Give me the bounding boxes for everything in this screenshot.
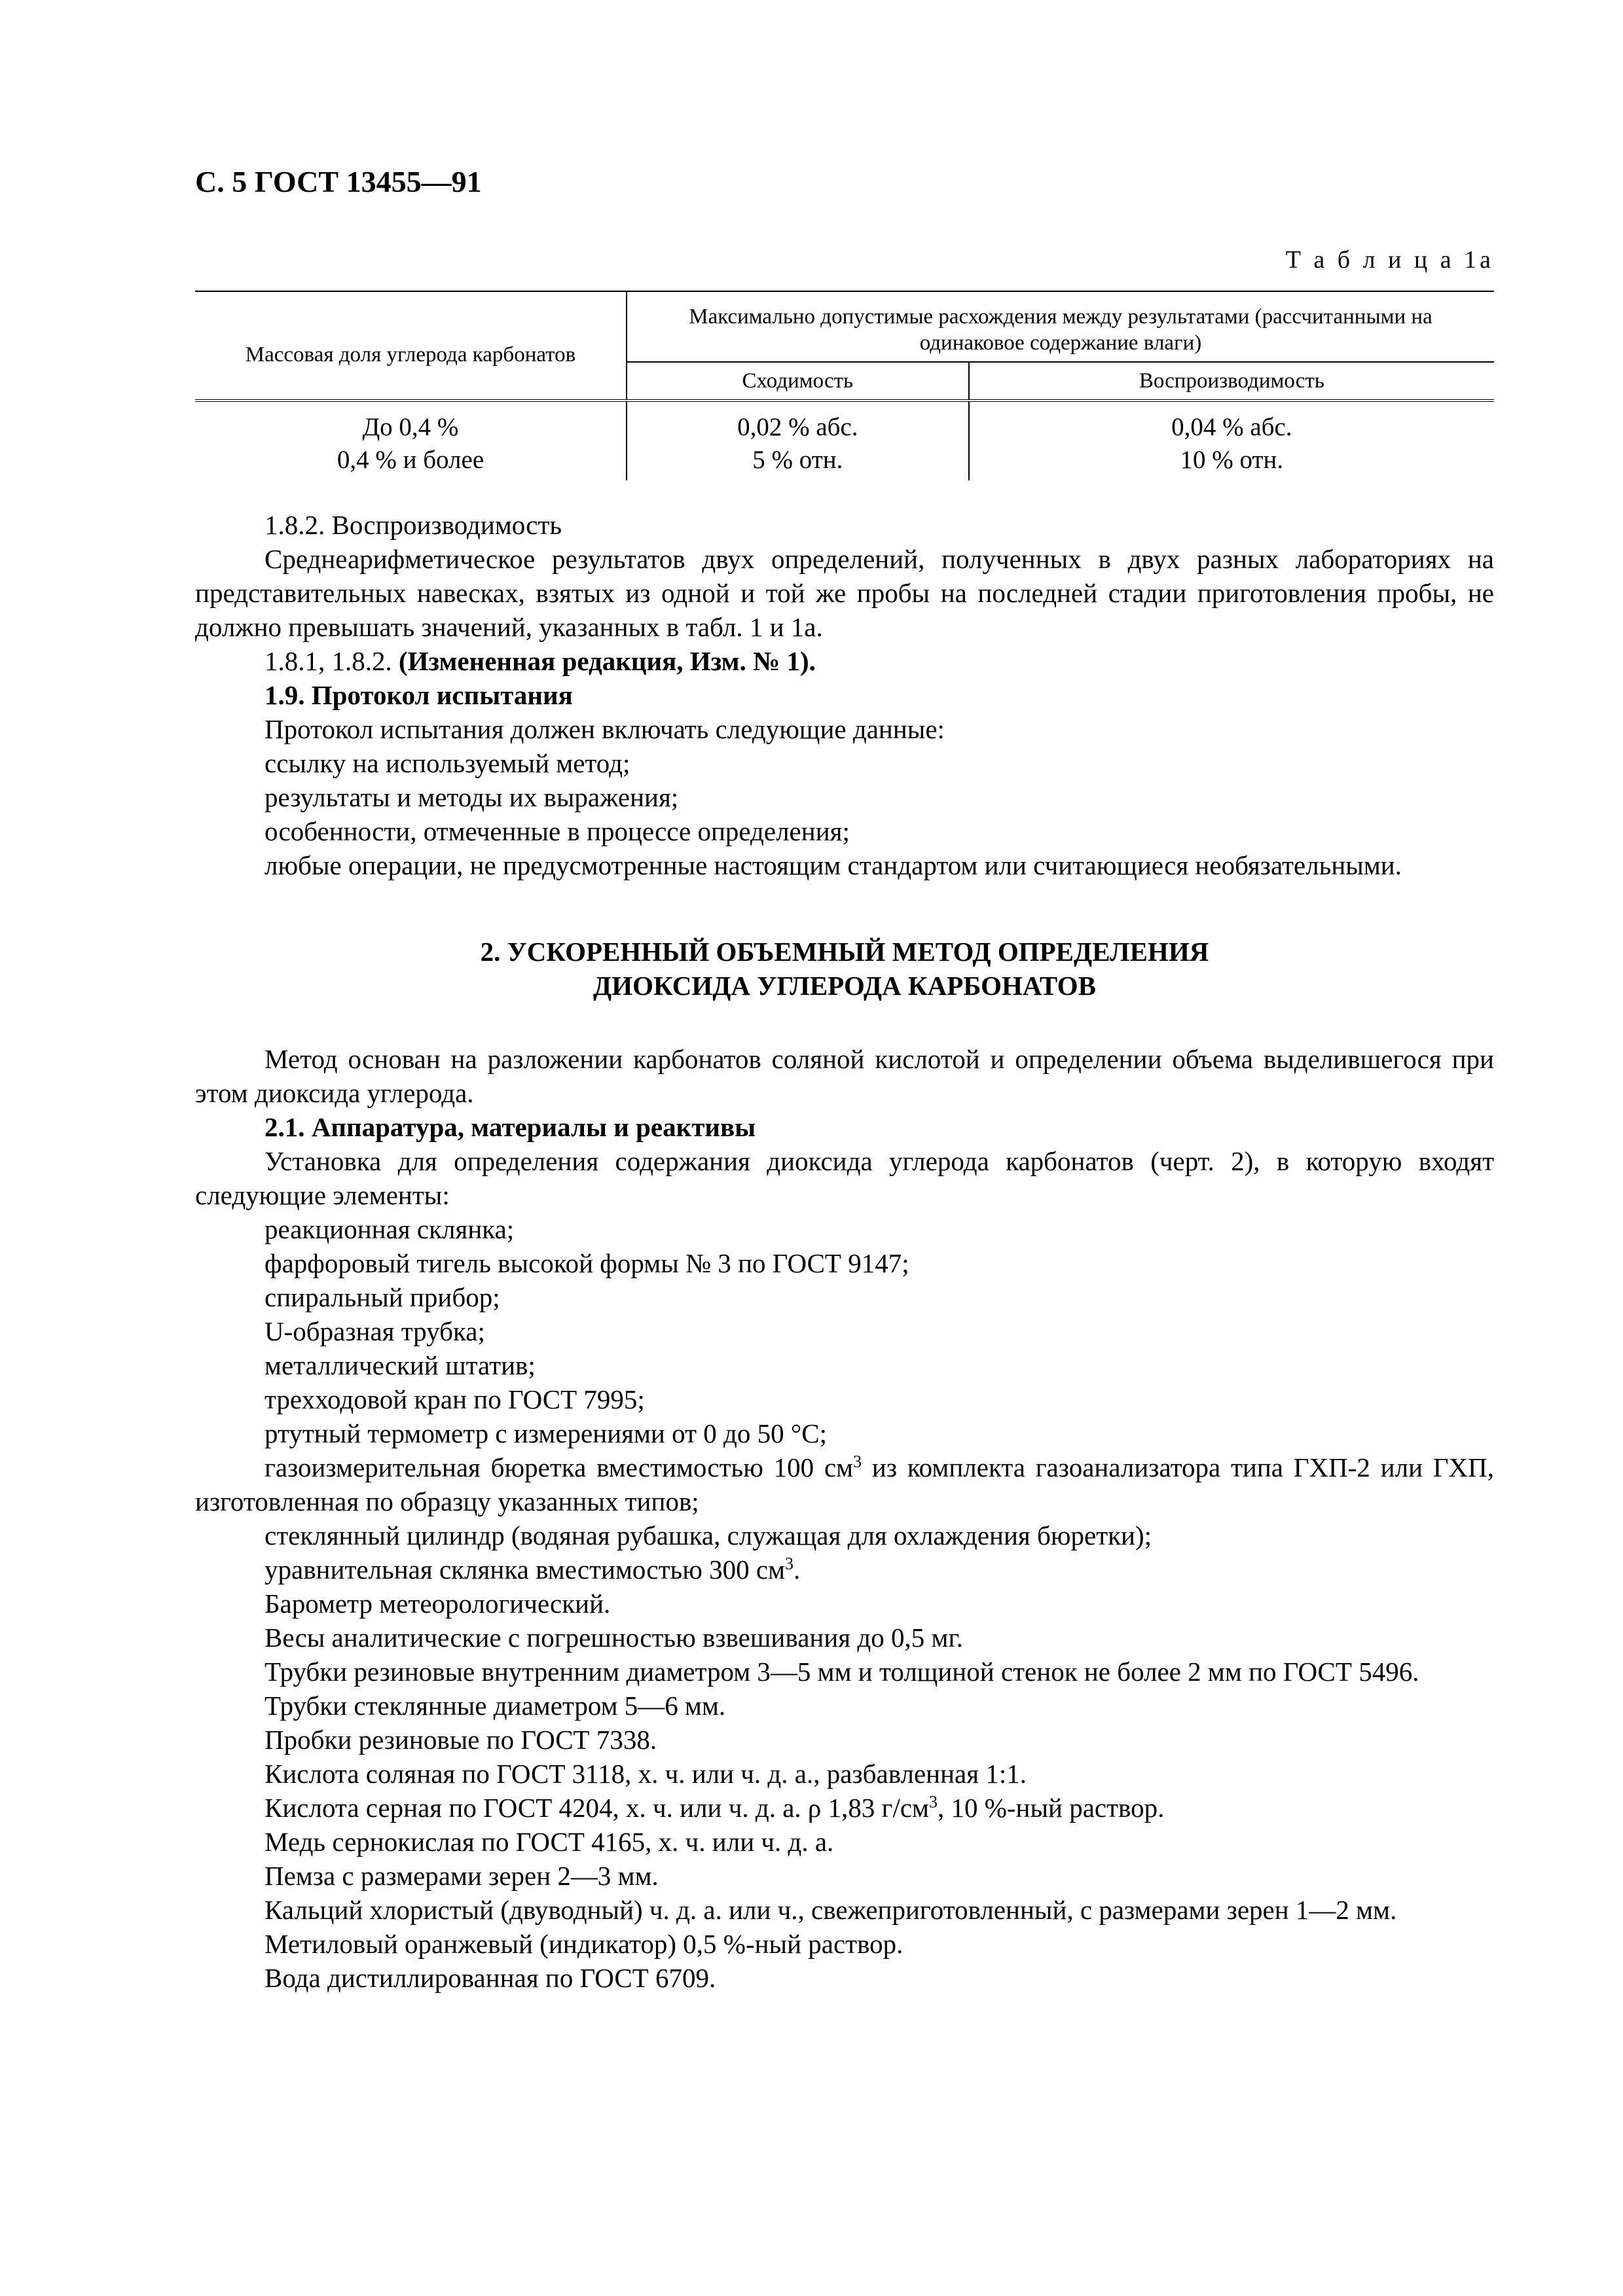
section-2-intro: Метод основан на разложении карбонатов соляной кислотой и определении объема выделившегося при этом диоксида углерода. (195, 1044, 1494, 1108)
list-item: уравнительная склянка вместимостью 300 $см^3$. (264, 1554, 801, 1585)
list-item: ссылку на используемый метод; (264, 748, 630, 778)
table-label: Т а б л и ц а 1а (1285, 246, 1494, 274)
list-item: Кислота серная по ГОСТ 4204, х. ч. или ч. д. а. ρ 1,83 $г/см^3$, 10 %-ный раствор. (264, 1792, 1165, 1823)
col-repeatability-header: Сходимость (627, 362, 969, 401)
list-item: металлический штатив; (264, 1350, 536, 1380)
clause-2-1-heading: 2.1. Аппаратура, материалы и реактивы (264, 1112, 756, 1142)
list-item: Трубки резиновые внутренним диаметром 3—5 мм и толщиной стенок не более 2 мм по ГОСТ 5496. (264, 1657, 1419, 1687)
clause-1-9-heading: 1.9. Протокол испытания (264, 680, 573, 710)
clause-1-9-body: Протокол испытания должен включать следующие данные: (264, 714, 945, 744)
list-item: Кислота соляная по ГОСТ 3118, х. ч. или ч. д. а., разбавленная 1:1. (264, 1759, 1027, 1789)
list-item: реакционная склянка; (264, 1214, 515, 1244)
page-header: С. 5 ГОСТ 13455—91 (195, 165, 482, 198)
col-mass-fraction-header: Массовая доля углерода карбонатов (195, 291, 627, 401)
list-item: Барометр метеорологический. (264, 1588, 611, 1619)
list-item: Медь сернокислая по ГОСТ 4165, х. ч. или ч. д. а. (264, 1827, 834, 1857)
list-item: Трубки стеклянные диаметром 5—6 мм. (264, 1691, 726, 1721)
section-2-title: 2. УСКОРЕННЫЙ ОБЪЕМНЫЙ МЕТОД ОПРЕДЕЛЕНИЯ ДИОКСИДА УГЛЕРОДА КАРБОНАТОВ (480, 937, 1209, 1001)
list-item: Пемза с размерами зерен 2—3 мм. (264, 1861, 659, 1891)
table-cell: 0,04 % абс. 10 % отн. (1171, 413, 1292, 474)
list-item: особенности, отмеченные в процессе определения; (264, 816, 850, 846)
list-item: Метиловый оранжевый (индикатор) 0,5 %-ный раствор. (264, 1929, 903, 1959)
list-item: Кальций хлористый (двуводный) ч. д. а. или ч., свежеприготовленный, с размерами зерен 1—2 мм. (264, 1895, 1397, 1925)
list-item: стеклянный цилиндр (водяная рубашка, служащая для охлаждения бюретки); (264, 1520, 1152, 1551)
list-item: результаты и методы их выражения; (264, 782, 679, 812)
table-row (195, 401, 1494, 480)
clause-1-8-2-heading: 1.8.2. Воспроизводимость (264, 510, 562, 540)
list-item: Вода дистиллированная по ГОСТ 6709. (264, 1963, 716, 1993)
body-text (195, 508, 1494, 1995)
list-item: любые операции, не предусмотренные настоящим стандартом или считающиеся необязательными. (264, 850, 1402, 880)
list-item: спиральный прибор; (264, 1282, 500, 1312)
col-group-header: Максимально допустимые расхождения между результатами (рассчитанными на одинаковое содержание влаги) (627, 291, 1494, 362)
list-item: газоизмерительная бюретка вместимостью 100 $см^3$ из комплекта газоанализатора типа ГХП-2 или ГХП, изготовленная по образцу указанных типов; (195, 1452, 1494, 1516)
table-cell: До 0,4 % 0,4 % и более (195, 401, 627, 480)
table-cell: 0,02 % абс. 5 % отн. (627, 401, 969, 480)
table-1a (195, 291, 1494, 480)
clause-2-1-body: Установка для определения содержания диоксида углерода карбонатов (черт. 2), в которую входят следующие элементы: (195, 1146, 1494, 1210)
clause-1-8-2-body: Среднеарифметическое результатов двух определений, полученных в двух разных лабораториях на представительных навесках, взятых из одной и той же пробы на последней стадии приготовления пробы, не должно превышать значений, указанных в табл. 1 и 1а. (195, 544, 1494, 642)
list-item: фарфоровый тигель высокой формы № 3 по ГОСТ 9147; (264, 1248, 909, 1278)
list-item: трехходовой кран по ГОСТ 7995; (264, 1384, 645, 1414)
amendment-note: 1.8.1, 1.8.2. (Измененная редакция, Изм. № 1). (264, 646, 816, 676)
col-reproducibility-header: Воспроизводимость (969, 362, 1494, 401)
list-item: U-образная трубка; (264, 1316, 485, 1346)
document-page (195, 164, 1494, 1995)
list-item: Пробки резиновые по ГОСТ 7338. (264, 1725, 657, 1755)
list-item: ртутный термометр с измерениями от 0 до 50 °С; (264, 1418, 827, 1448)
list-item: Весы аналитические с погрешностью взвешивания до 0,5 мг. (264, 1623, 963, 1653)
